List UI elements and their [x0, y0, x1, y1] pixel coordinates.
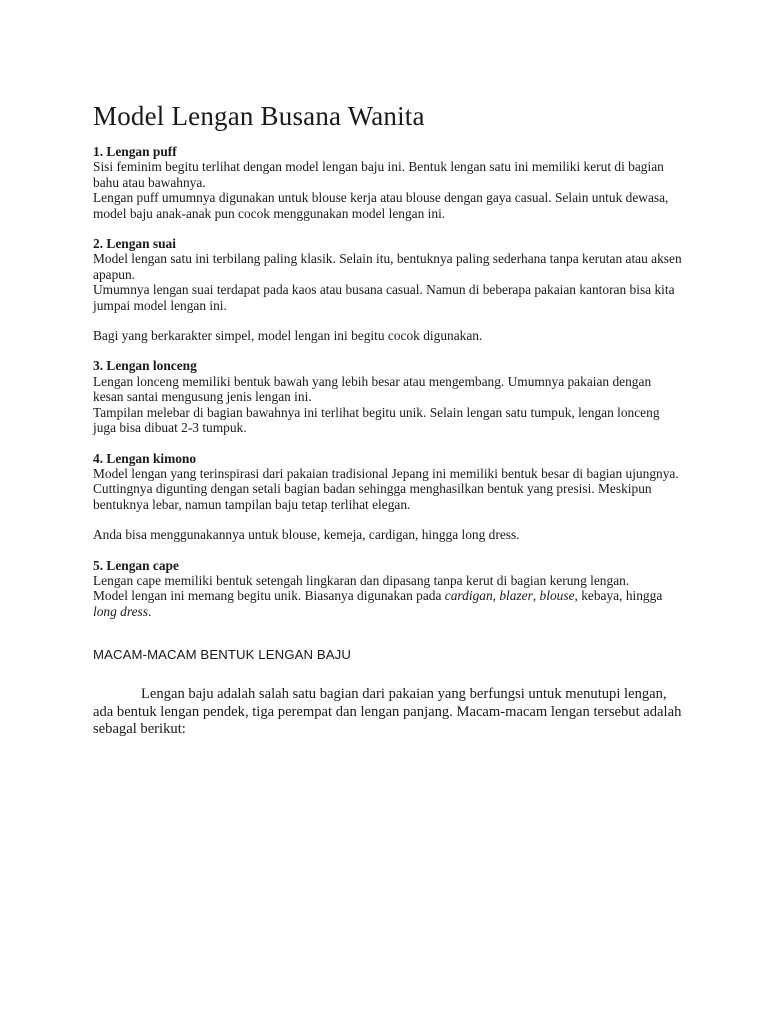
- italic-term: blouse: [539, 588, 575, 604]
- section-paragraph: Lengan lonceng memiliki bentuk bawah yang lebih besar atau mengembang. Umumnya pakaian dengan kesan santai mengusung jenis lengan ini.: [93, 373, 652, 405]
- section-paragraph: Cuttingnya digunting dengan setali bagian badan sehingga menghasilkan bentuk yang presisi. Meskipun bentuknya lebar, namun tampilan baju tetap terlihat elegan.: [93, 481, 652, 512]
- italic-term: long dress: [93, 603, 148, 619]
- section-paragraph-mixed: [93, 588, 683, 619]
- text-run: Model lengan ini memang begitu unik. Biasanya digunakan pada: [93, 588, 445, 604]
- text-run: , kebaya, hingga: [574, 588, 663, 604]
- section-lengan-puff: [93, 144, 683, 221]
- section-paragraph: Model lengan yang terinspirasi dari pakaian tradisional Jepang ini memiliki bentuk besar di bagian ujungnya.: [93, 465, 679, 481]
- section-lengan-suai: [93, 236, 683, 313]
- section-heading: 3. Lengan lonceng: [93, 358, 197, 374]
- section-note: Bagi yang berkarakter simpel, model lengan ini begitu cocok digunakan.: [93, 328, 483, 344]
- section-paragraph: Model lengan satu ini terbilang paling klasik. Selain itu, bentuknya paling sederhana tanpa kerutan atau aksen apapun.: [93, 251, 682, 282]
- section-lengan-lonceng: [93, 358, 683, 435]
- italic-term: cardigan: [444, 588, 493, 604]
- document-content: [93, 100, 683, 739]
- section-lengan-cape: [93, 558, 683, 620]
- text-run: ,: [492, 588, 500, 604]
- section-lengan-kimono: [93, 451, 683, 513]
- section-heading: 1. Lengan puff: [93, 144, 177, 159]
- section-paragraph: Lengan puff umumnya digunakan untuk blouse kerja atau blouse dengan gaya casual. Selain untuk dewasa, model baju anak-anak pun cocok menggunakan model lengan ini.: [93, 190, 669, 221]
- intro-paragraph: Lengan baju adalah salah satu bagian dari pakaian yang berfungsi untuk menutupi lengan, ada bentuk lengan pendek, tiga perempat dan lengan panjang. Macam-macam lengan tersebut adalah sebagal berikut:: [93, 686, 682, 738]
- section-paragraph: Lengan cape memiliki bentuk setengah lingkaran dan dipasang tanpa kerut di bagian kerung lengan.: [93, 572, 630, 588]
- section-note: Anda bisa menggunakannya untuk blouse, kemeja, cardigan, hingga long dress.: [93, 527, 520, 543]
- section-heading: 2. Lengan suai: [93, 236, 176, 252]
- section-heading: 5. Lengan cape: [93, 557, 179, 573]
- section-heading: 4. Lengan kimono: [93, 450, 197, 466]
- text-run: .: [147, 603, 152, 619]
- text-run: ,: [532, 588, 540, 604]
- subheading: MACAM-MACAM BENTUK LENGAN BAJU: [93, 647, 351, 663]
- section-paragraph: Sisi feminim begitu terlihat dengan model lengan baju ini. Bentuk lengan satu ini memiliki kerut di bagian bahu atau bawahnya.: [93, 159, 664, 190]
- document-title: Model Lengan Busana Wanita: [93, 101, 425, 131]
- section-paragraph: Umumnya lengan suai terdapat pada kaos atau busana casual. Namun di beberapa pakaian kantoran bisa kita jumpai model lengan ini.: [93, 282, 675, 313]
- section-paragraph: Tampilan melebar di bagian bawahnya ini terlihat begitu unik. Selain lengan satu tumpuk, lengan lonceng juga bisa dibuat 2-3 tumpuk.: [93, 404, 660, 436]
- italic-term: blazer: [499, 588, 533, 604]
